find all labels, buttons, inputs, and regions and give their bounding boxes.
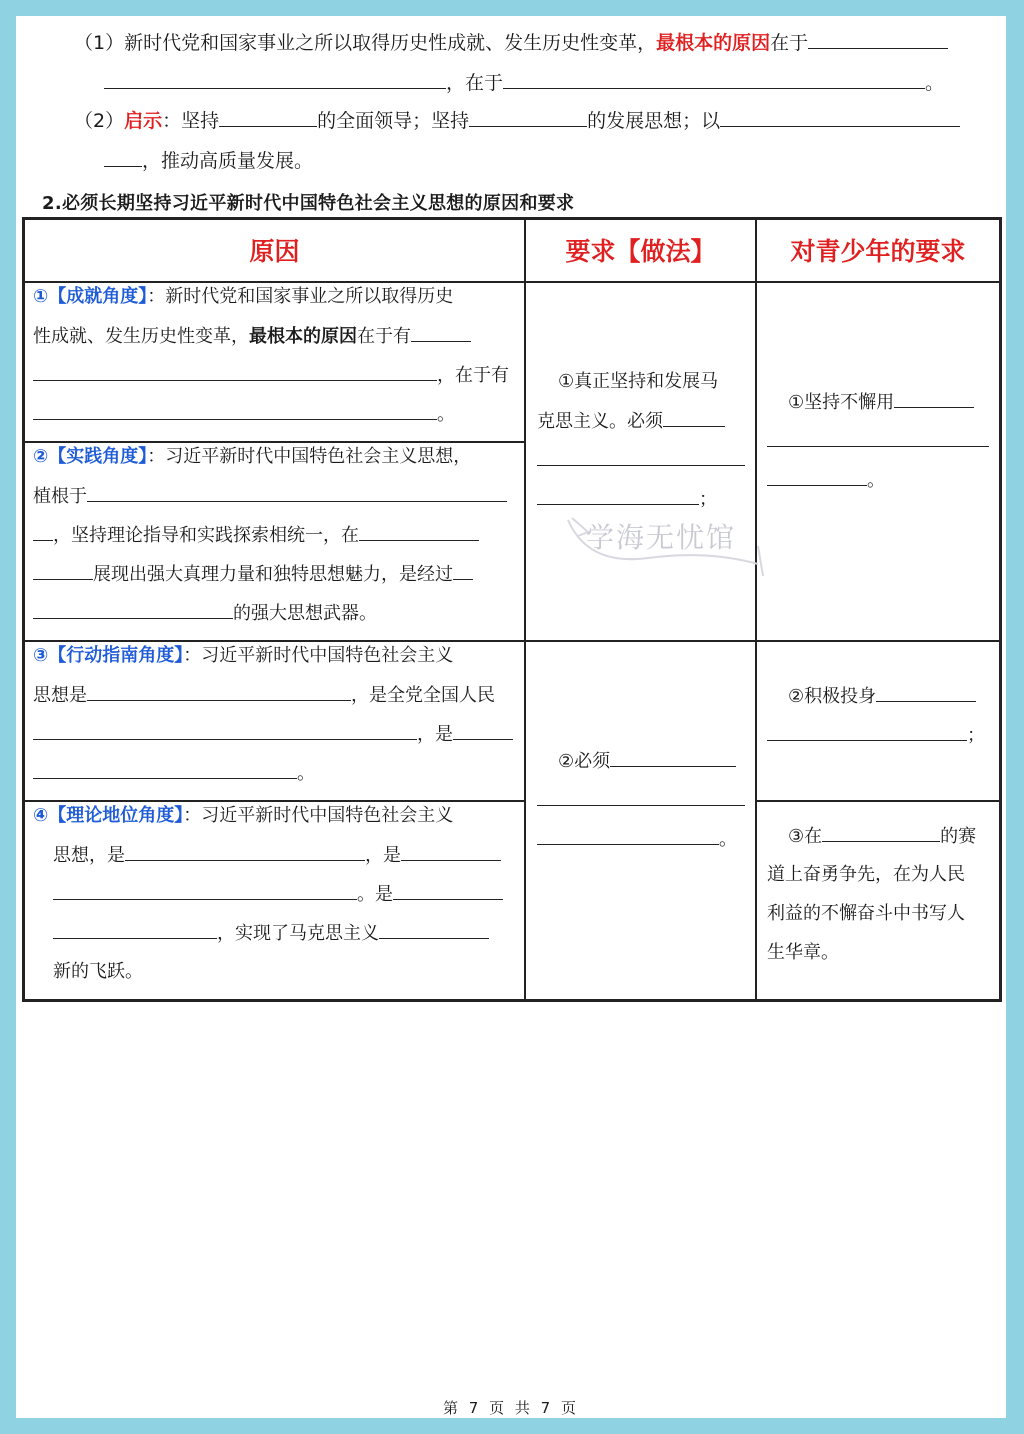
req2-line3: 。	[537, 828, 737, 851]
fill-blank[interactable]	[219, 110, 317, 127]
fill-blank[interactable]	[411, 325, 471, 342]
fill-blank[interactable]	[401, 844, 501, 861]
fill-blank[interactable]	[87, 485, 507, 502]
req2-line2	[537, 789, 745, 812]
fill-blank[interactable]	[808, 32, 948, 49]
part1-line1: （1）新时代党和国家事业之所以取得历史性成就、发生历史性变革，最根本的原因在于	[74, 32, 948, 54]
header-youth: 对青少年的要求	[790, 237, 966, 266]
reason2-line5: 的强大思想武器。	[33, 602, 377, 625]
fill-blank[interactable]	[33, 762, 297, 779]
reason2-line3: ，坚持理论指导和实践探索相统一，在	[33, 524, 479, 547]
fill-blank[interactable]	[125, 844, 365, 861]
fill-blank[interactable]	[53, 922, 217, 939]
req1-line1: ①真正坚持和发展马	[558, 371, 719, 392]
youth3-line2: 道上奋勇争先，在为人民	[767, 864, 965, 885]
page-footer: 第 7 页 共 7 页	[443, 1399, 579, 1417]
fill-blank[interactable]	[33, 723, 417, 740]
table-divider	[755, 800, 1002, 802]
fill-blank[interactable]	[822, 825, 940, 842]
req1-line4: ；	[537, 488, 717, 511]
worksheet-page	[16, 16, 1006, 1418]
reason3-line1: ③【行动指南角度】：习近平新时代中国特色社会主义	[33, 645, 454, 666]
fill-blank[interactable]	[359, 524, 479, 541]
reason4-line5: 新的飞跃。	[53, 961, 143, 982]
table-border	[22, 999, 1002, 1002]
reason2-line1: ②【实践角度】：习近平新时代中国特色社会主义思想，	[33, 446, 472, 467]
part2-line2: ，推动高质量发展。	[104, 150, 313, 172]
youth1-line1: ①坚持不懈用	[788, 391, 974, 414]
reason4-line1: ④【理论地位角度】：习近平新时代中国特色社会主义	[33, 805, 454, 826]
fill-blank[interactable]	[33, 524, 53, 541]
table-border	[22, 217, 25, 1002]
reason1-line3: ，在于有	[33, 364, 509, 387]
header-requirement: 要求【做法】	[565, 237, 716, 266]
reason3-line2: 思想是 ，是全党全国人民	[33, 685, 495, 706]
youth2-line2: ；	[767, 724, 985, 747]
reason4-line3: 。是	[53, 883, 503, 906]
youth1-line3: 。	[767, 469, 885, 492]
table-divider	[22, 800, 526, 802]
youth3-line4: 生华章。	[767, 942, 839, 963]
reason1-line4: 。	[33, 403, 455, 426]
table-border	[999, 217, 1002, 1002]
fill-blank[interactable]	[104, 150, 142, 167]
fill-blank[interactable]	[453, 723, 513, 740]
part1-line2: ，在于 。	[104, 72, 944, 94]
header-reason: 原因	[249, 237, 300, 266]
fill-blank[interactable]	[537, 488, 699, 505]
fill-blank[interactable]	[104, 72, 446, 89]
fill-blank[interactable]	[33, 563, 93, 580]
reason3-line4: 。	[33, 762, 315, 785]
fill-blank[interactable]	[767, 469, 867, 486]
table-divider	[22, 441, 526, 443]
reason1-line2: 性成就、发生历史性变革，最根本的原因在于有	[33, 325, 471, 348]
fill-blank[interactable]	[663, 410, 725, 427]
youth2-line1: ②积极投身	[788, 685, 976, 708]
req2-line1: ②必须	[558, 750, 736, 773]
reason3-line3: ，是	[33, 723, 513, 746]
fill-blank[interactable]	[720, 110, 960, 127]
youth3-line3: 利益的不懈奋斗中书写人	[767, 903, 965, 924]
table-divider	[755, 217, 757, 1002]
table-divider	[22, 281, 1002, 283]
section-heading: 2.必须长期坚持习近平新时代中国特色社会主义思想的原因和要求	[42, 193, 575, 214]
reason4-line4: ，实现了马克思主义	[53, 922, 489, 945]
fill-blank[interactable]	[33, 364, 437, 381]
part2-line1: （2）启示：坚持 的全面领导；坚持 的发展思想；以	[74, 110, 960, 132]
fill-blank[interactable]	[393, 883, 503, 900]
fill-blank[interactable]	[33, 602, 233, 619]
fill-blank[interactable]	[767, 724, 967, 741]
reason2-line4: 展现出强大真理力量和独特思想魅力，是经过	[33, 563, 473, 586]
youth1-line2	[767, 430, 989, 453]
youth3-line1: ③在 的赛	[788, 826, 977, 847]
table-divider	[22, 640, 1002, 642]
reason4-line2: 思想，是 ，是	[53, 844, 501, 867]
fill-blank[interactable]	[876, 685, 976, 702]
fill-blank[interactable]	[453, 563, 473, 580]
fill-blank[interactable]	[53, 883, 357, 900]
fill-blank[interactable]	[537, 828, 719, 845]
req1-line2: 克思主义。必须	[537, 410, 725, 433]
reason1-line1: ①【成就角度】：新时代党和国家事业之所以取得历史	[33, 286, 454, 307]
fill-blank[interactable]	[894, 391, 974, 408]
fill-blank[interactable]	[469, 110, 587, 127]
fill-blank[interactable]	[767, 430, 989, 447]
fill-blank[interactable]	[537, 449, 745, 466]
watermark-text: 学海无忧馆	[586, 521, 737, 554]
fill-blank[interactable]	[33, 403, 437, 420]
table-divider	[524, 217, 526, 1002]
req1-line3	[537, 449, 745, 472]
fill-blank[interactable]	[87, 684, 351, 701]
fill-blank[interactable]	[537, 789, 745, 806]
fill-blank[interactable]	[503, 72, 925, 89]
reason2-line2: 植根于	[33, 485, 507, 508]
fill-blank[interactable]	[610, 750, 736, 767]
fill-blank[interactable]	[379, 922, 489, 939]
